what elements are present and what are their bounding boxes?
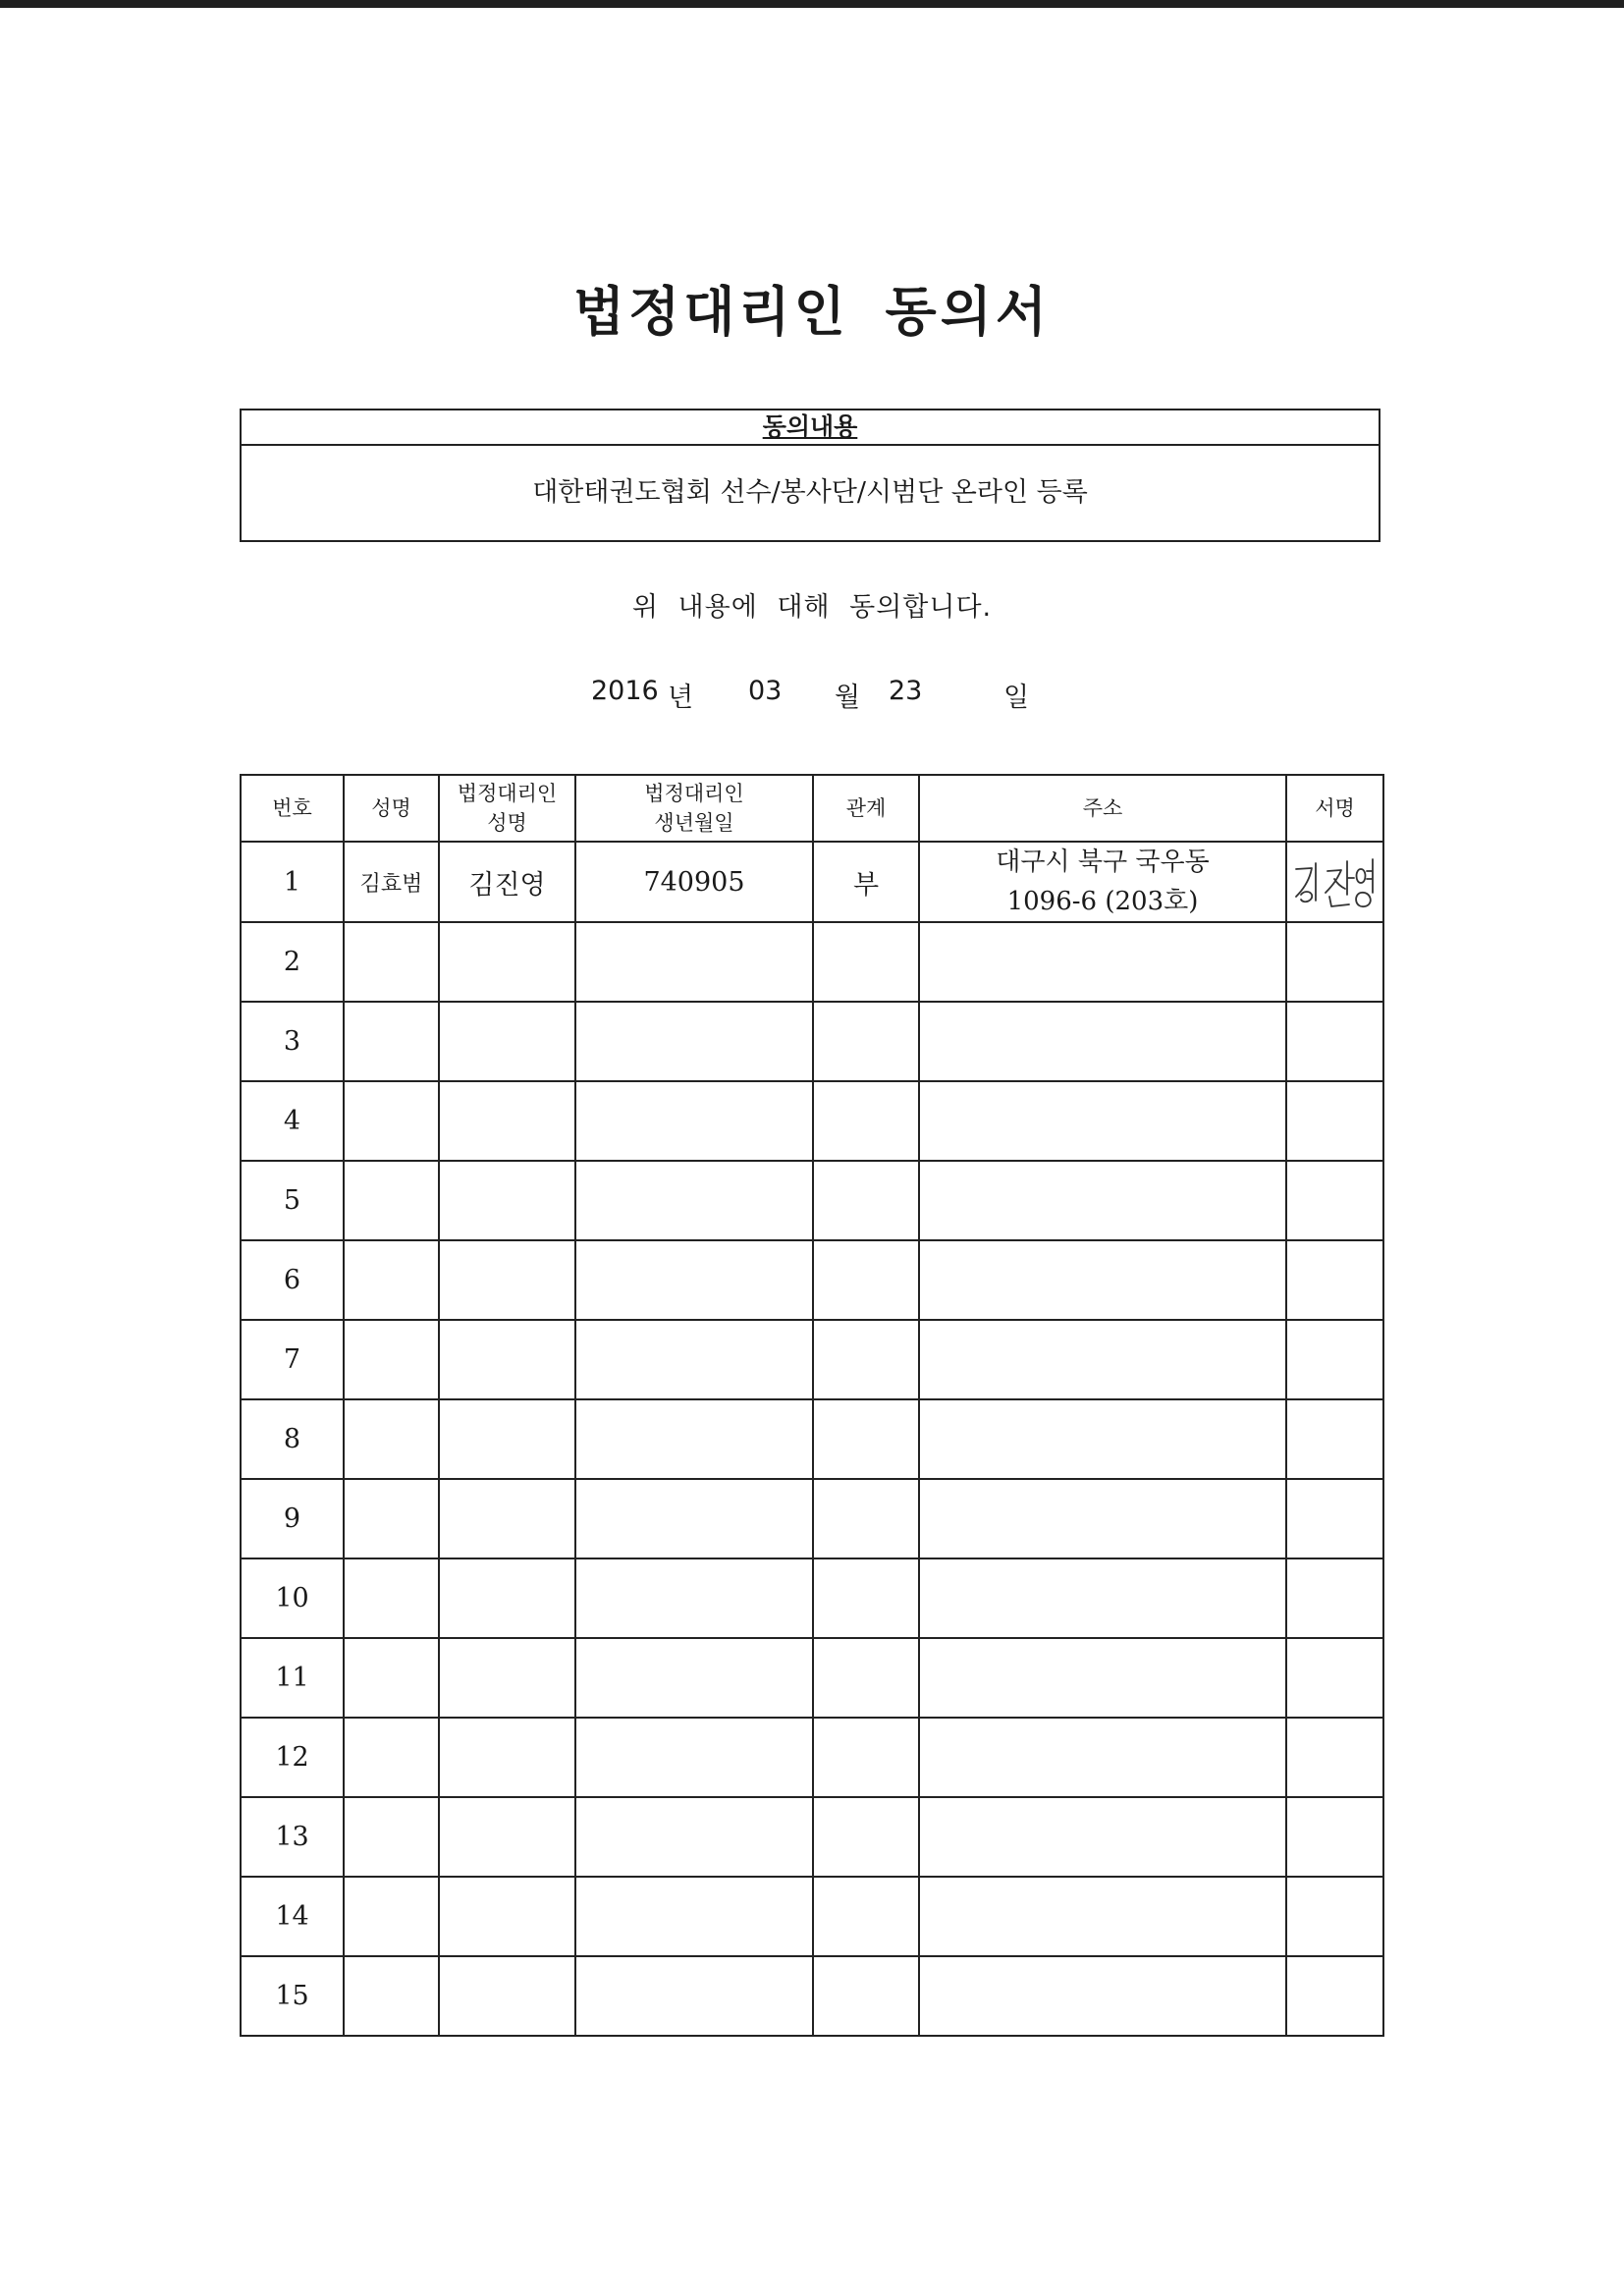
cell-address [919, 1638, 1286, 1718]
cell-signature [1286, 1081, 1383, 1161]
cell-relation [813, 1002, 919, 1081]
table-row [241, 1797, 1383, 1877]
cell-no: 8 [241, 1399, 344, 1479]
table-row [241, 1240, 1383, 1320]
cell-no: 7 [241, 1320, 344, 1399]
cell-guardian-birth [575, 922, 813, 1002]
cell-address [919, 1002, 1286, 1081]
cell-signature [1286, 922, 1383, 1002]
cell-address [919, 1877, 1286, 1956]
cell-guardian-name: 김진영 [439, 842, 575, 922]
address-line-2: 1096-6 (203호) [1006, 887, 1199, 916]
cell-guardian-name [439, 1081, 575, 1161]
cell-guardian-birth [575, 1877, 813, 1956]
cell-guardian-name [439, 1797, 575, 1877]
cell-no: 5 [241, 1161, 344, 1240]
cell-relation: 부 [813, 842, 919, 922]
guardian-table [240, 774, 1384, 2037]
cell-guardian-name [439, 1399, 575, 1479]
cell-guardian-birth [575, 1479, 813, 1558]
table-row [241, 1002, 1383, 1081]
header-guardian-birth-line1: 법정대리인 [644, 782, 744, 805]
header-signature: 서명 [1286, 775, 1383, 842]
cell-guardian-name [439, 1877, 575, 1956]
cell-address [919, 1479, 1286, 1558]
cell-no: 3 [241, 1002, 344, 1081]
table-row [241, 922, 1383, 1002]
cell-guardian-birth [575, 1161, 813, 1240]
cell-relation [813, 1956, 919, 2036]
cell-signature [1286, 1797, 1383, 1877]
cell-guardian-name [439, 1558, 575, 1638]
cell-no: 9 [241, 1479, 344, 1558]
cell-name [344, 1558, 439, 1638]
cell-signature [1286, 1718, 1383, 1797]
cell-guardian-birth [575, 1558, 813, 1638]
header-no: 번호 [241, 775, 344, 842]
cell-name [344, 1002, 439, 1081]
cell-name: 김효범 [344, 842, 439, 922]
header-address: 주소 [919, 775, 1286, 842]
cell-guardian-name [439, 1638, 575, 1718]
cell-signature [1286, 1002, 1383, 1081]
cell-guardian-name [439, 1002, 575, 1081]
cell-no: 14 [241, 1877, 344, 1956]
consent-header: 동의내용 [242, 410, 1379, 446]
cell-guardian-name [439, 1718, 575, 1797]
cell-address [919, 922, 1286, 1002]
cell-no: 12 [241, 1718, 344, 1797]
date-day-label: 일 [1003, 683, 1030, 713]
cell-no: 6 [241, 1240, 344, 1320]
cell-relation [813, 1718, 919, 1797]
cell-relation [813, 922, 919, 1002]
header-guardian-birth-line2: 생년월일 [654, 811, 734, 835]
cell-name [344, 1479, 439, 1558]
date-year-label: 년 [668, 683, 694, 713]
cell-address [919, 842, 1286, 922]
cell-name [344, 1320, 439, 1399]
cell-relation [813, 1797, 919, 1877]
cell-signature [1286, 1638, 1383, 1718]
cell-no: 4 [241, 1081, 344, 1161]
cell-name [344, 1956, 439, 2036]
cell-name [344, 922, 439, 1002]
table-row [241, 1320, 1383, 1399]
table-header-row [241, 775, 1383, 842]
cell-guardian-birth: 740905 [575, 842, 813, 922]
table-row [241, 1877, 1383, 1956]
cell-name [344, 1081, 439, 1161]
cell-signature [1286, 1558, 1383, 1638]
table-row [241, 1638, 1383, 1718]
cell-relation [813, 1240, 919, 1320]
cell-relation [813, 1558, 919, 1638]
cell-signature [1286, 1240, 1383, 1320]
cell-signature [1286, 842, 1383, 922]
cell-name [344, 1240, 439, 1320]
cell-no: 13 [241, 1797, 344, 1877]
cell-relation [813, 1081, 919, 1161]
table-row [241, 842, 1383, 922]
date-month: 03 [748, 676, 783, 706]
cell-guardian-name [439, 1240, 575, 1320]
cell-signature [1286, 1877, 1383, 1956]
table-row [241, 1956, 1383, 2036]
consent-content-box [240, 409, 1380, 542]
cell-guardian-birth [575, 1002, 813, 1081]
cell-address [919, 1081, 1286, 1161]
cell-guardian-birth [575, 1718, 813, 1797]
document-title: 법정대리인 동의서 [572, 281, 1052, 343]
cell-relation [813, 1320, 919, 1399]
cell-relation [813, 1479, 919, 1558]
table-row [241, 1479, 1383, 1558]
cell-address [919, 1956, 1286, 2036]
cell-guardian-name [439, 922, 575, 1002]
date-month-label: 월 [835, 683, 861, 713]
table-row [241, 1161, 1383, 1240]
cell-no: 15 [241, 1956, 344, 2036]
cell-name [344, 1161, 439, 1240]
cell-signature [1286, 1956, 1383, 2036]
handwritten-signature [1290, 851, 1380, 912]
cell-address [919, 1161, 1286, 1240]
cell-relation [813, 1161, 919, 1240]
cell-relation [813, 1638, 919, 1718]
date-year: 2016 [591, 676, 659, 706]
table-row [241, 1558, 1383, 1638]
cell-address [919, 1320, 1286, 1399]
cell-address [919, 1558, 1286, 1638]
cell-guardian-birth [575, 1797, 813, 1877]
header-guardian-name [439, 775, 575, 842]
table-row [241, 1081, 1383, 1161]
cell-signature [1286, 1320, 1383, 1399]
cell-guardian-name [439, 1479, 575, 1558]
cell-relation [813, 1877, 919, 1956]
cell-no: 11 [241, 1638, 344, 1718]
consent-content: 대한태권도협회 선수/봉사단/시범단 온라인 등록 [532, 477, 1088, 508]
header-name: 성명 [344, 775, 439, 842]
cell-guardian-birth [575, 1956, 813, 2036]
table-row [241, 1718, 1383, 1797]
cell-signature [1286, 1399, 1383, 1479]
cell-guardian-birth [575, 1399, 813, 1479]
cell-guardian-birth [575, 1320, 813, 1399]
header-guardian-birth [575, 775, 813, 842]
cell-name [344, 1718, 439, 1797]
cell-guardian-name [439, 1320, 575, 1399]
date-day: 23 [889, 676, 923, 706]
cell-name [344, 1399, 439, 1479]
cell-no: 2 [241, 922, 344, 1002]
agreement-statement: 위 내용에 대해 동의합니다. [631, 592, 993, 623]
cell-name [344, 1877, 439, 1956]
cell-guardian-name [439, 1956, 575, 2036]
cell-guardian-birth [575, 1081, 813, 1161]
cell-address [919, 1718, 1286, 1797]
address-line-1: 대구시 북구 국우동 [996, 847, 1210, 877]
page-top-edge [0, 0, 1624, 8]
table-row [241, 1399, 1383, 1479]
cell-address [919, 1399, 1286, 1479]
header-guardian-name-line1: 법정대리인 [457, 782, 558, 805]
cell-guardian-birth [575, 1240, 813, 1320]
cell-signature [1286, 1479, 1383, 1558]
cell-guardian-birth [575, 1638, 813, 1718]
header-relation: 관계 [813, 775, 919, 842]
cell-address [919, 1240, 1286, 1320]
cell-relation [813, 1399, 919, 1479]
cell-guardian-name [439, 1161, 575, 1240]
header-guardian-name-line2: 성명 [487, 811, 527, 835]
cell-name [344, 1797, 439, 1877]
cell-signature [1286, 1161, 1383, 1240]
cell-address [919, 1797, 1286, 1877]
cell-no: 1 [241, 842, 344, 922]
cell-name [344, 1638, 439, 1718]
cell-no: 10 [241, 1558, 344, 1638]
